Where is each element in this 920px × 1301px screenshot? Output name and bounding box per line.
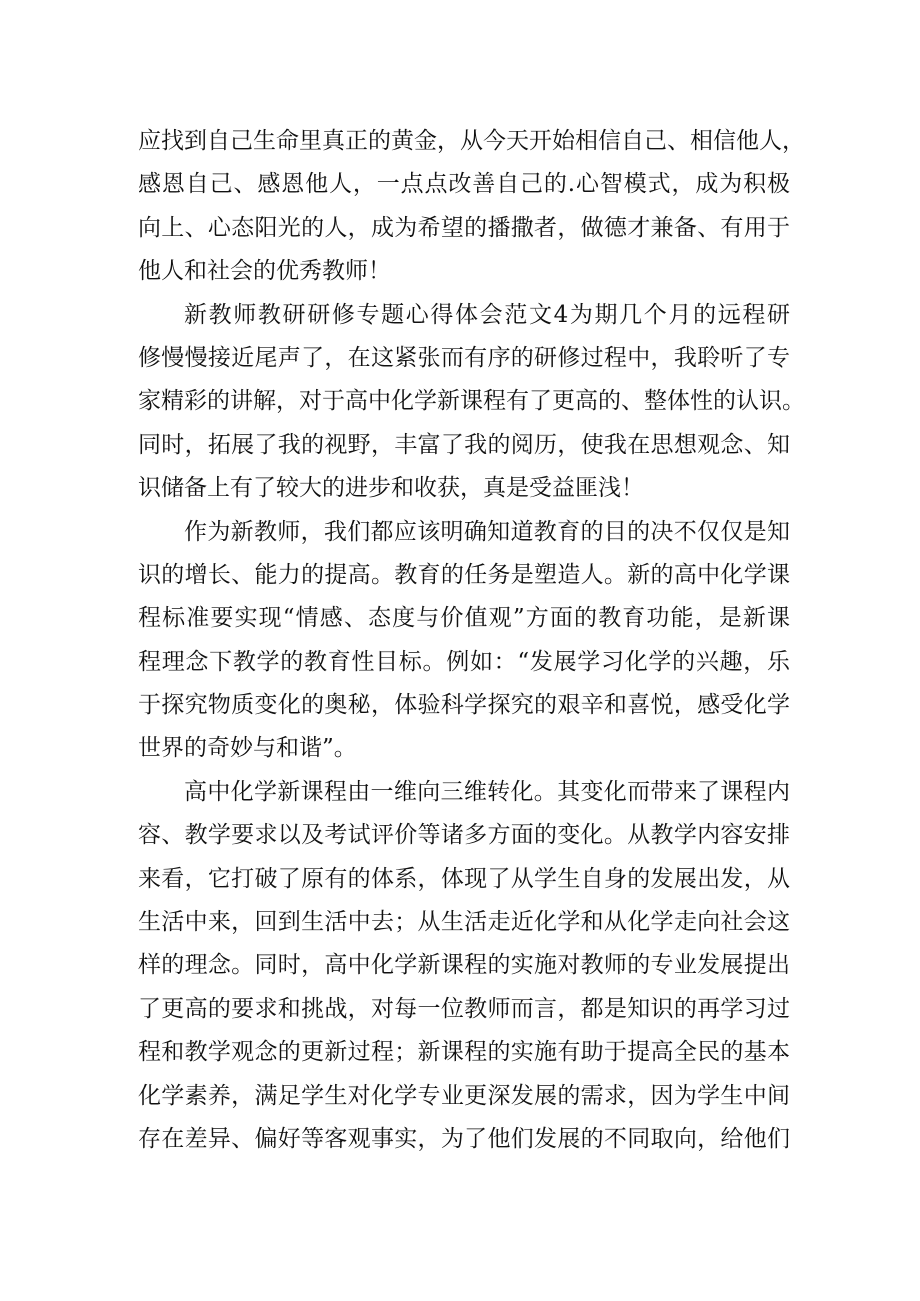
text-line: 存在差异、偏好等客观事实，为了他们发展的不同取向，给他们 [138, 1125, 790, 1152]
text-line: 世界的奇妙与和谐”。 [138, 735, 357, 762]
text-line: 应找到自己生命里真正的黄金，从今天开始相信自己、相信他人， [138, 128, 805, 154]
text-line: 生活中来，回到生活中去；从生活走近化学和从化学走向社会这 [138, 909, 790, 936]
text-line: 识的增长、能力的提高。教育的任务是塑造人。新的高中化学课 [138, 561, 790, 588]
text-line: 来看，它打破了原有的体系，体现了从学生自身的发展出发，从 [138, 865, 790, 892]
text-line: 程和教学观念的更新过程；新课程的实施有助于提高全民的基本 [138, 1039, 790, 1066]
text-line: 识储备上有了较大的进步和收获，真是受益匪浅！ [138, 475, 644, 502]
text-line: 修慢慢接近尾声了，在这紧张而有序的研修过程中，我聆听了专 [138, 344, 790, 371]
text-line: 程标准要实现“情感、态度与价值观”方面的教育功能，是新课 [138, 605, 790, 632]
text-line: 他人和社会的优秀教师！ [138, 258, 391, 285]
text-line: 程理念下教学的教育性目标。例如：“发展学习化学的兴趣，乐 [138, 648, 790, 675]
text-line: 家精彩的讲解，对于高中化学新课程有了更高的、整体性的认识。 [138, 388, 805, 415]
text-line: 向上、心态阳光的人，成为希望的播撒者，做德才兼备、有用于 [138, 214, 790, 241]
text-line: 同时，拓展了我的视野，丰富了我的阅历，使我在思想观念、知 [138, 431, 790, 458]
paragraph-start-line: 新教师教研研修专题心得体会范文4为期几个月的远程研 [184, 301, 790, 328]
text-line: 样的理念。同时，高中化学新课程的实施对教师的专业发展提出 [138, 952, 790, 979]
text-line: 感恩自己、感恩他人，一点点改善自己的.心智模式，成为积极 [138, 171, 790, 198]
paragraph-start-line: 高中化学新课程由一维向三维转化。其变化而带来了课程内 [184, 778, 790, 805]
text-line: 化学素养，满足学生对化学专业更深发展的需求，因为学生中间 [138, 1082, 790, 1109]
text-line: 容、教学要求以及考试评价等诸多方面的变化。从教学内容安排 [138, 822, 790, 849]
text-line: 于探究物质变化的奥秘，体验科学探究的艰辛和喜悦，感受化学 [138, 692, 790, 719]
paragraph-start-line: 作为新教师，我们都应该明确知道教育的目的决不仅仅是知 [184, 518, 790, 545]
text-line: 了更高的要求和挑战，对每一位教师而言，都是知识的再学习过 [138, 995, 790, 1022]
body-text [138, 120, 805, 1161]
